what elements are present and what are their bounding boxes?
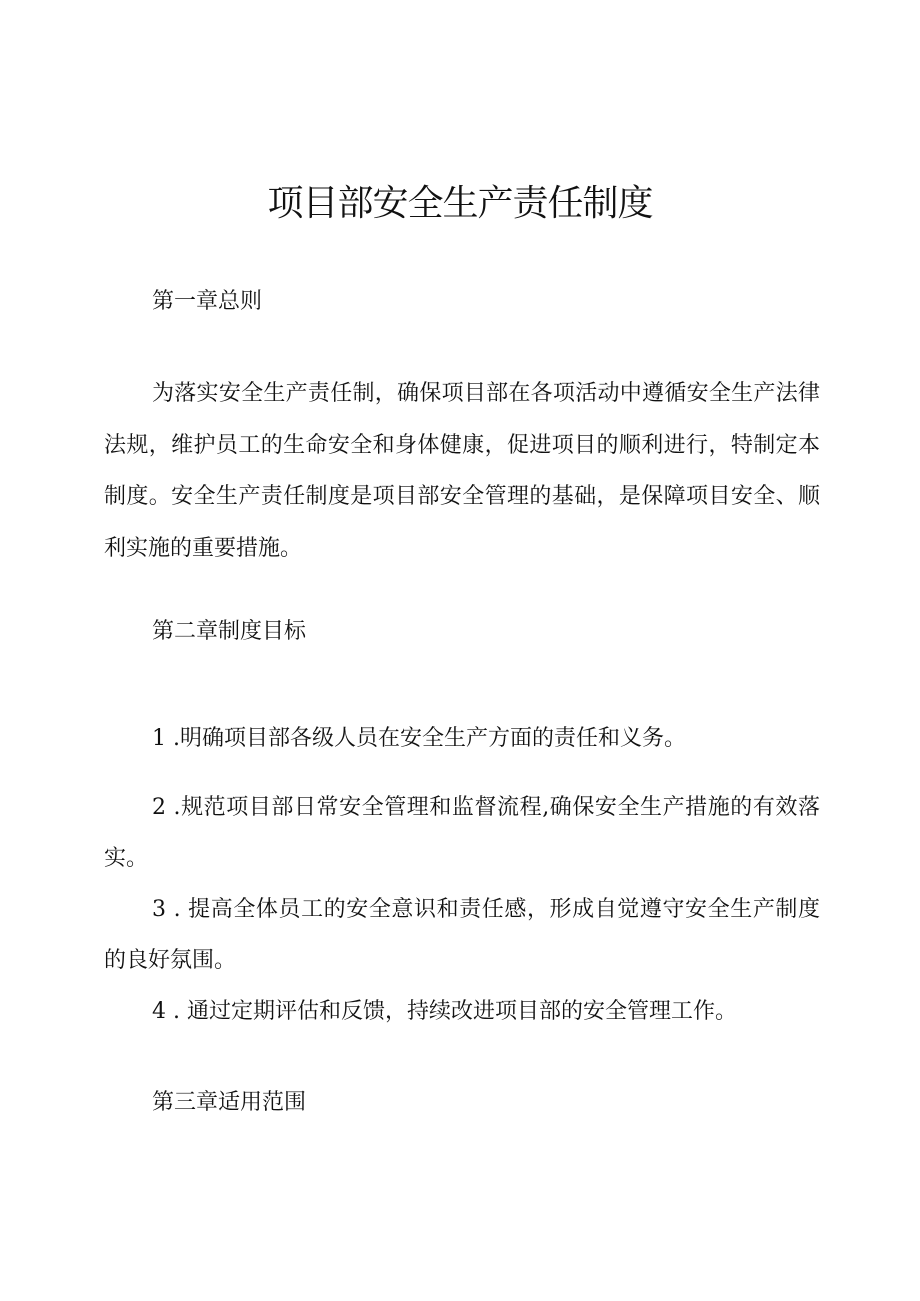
objective-item-1: 1 .明确项目部各级人员在安全生产方面的责任和义务。 — [152, 726, 686, 751]
chapter-1-heading: 第一章总则 — [152, 289, 263, 314]
chapter-3-heading: 第三章适用范围 — [152, 1090, 307, 1115]
document-title: 项目部安全生产责任制度 — [267, 183, 653, 224]
objective-item-2: 2 .规范项目部日常安全管理和监督流程,确保安全生产措施的有效落实。 — [104, 795, 820, 871]
chapter-1-paragraph: 为落实安全生产责任制，确保项目部在各项活动中遵循安全生产法律法规，维护员工的生命安全和身体健康，促进项目的顺利进行，特制定本制度。安全生产责任制度是项目部安全管理的基础，是保障项目安全、顺利实施的重要措施。 — [104, 381, 820, 561]
objective-item-4: 4 . 通过定期评估和反馈，持续改进项目部的安全管理工作。 — [152, 999, 737, 1024]
objective-item-3: 3 . 提高全体员工的安全意识和责任感，形成自觉遵守安全生产制度的良好氛围。 — [104, 897, 820, 973]
chapter-2-heading: 第二章制度目标 — [152, 619, 307, 644]
